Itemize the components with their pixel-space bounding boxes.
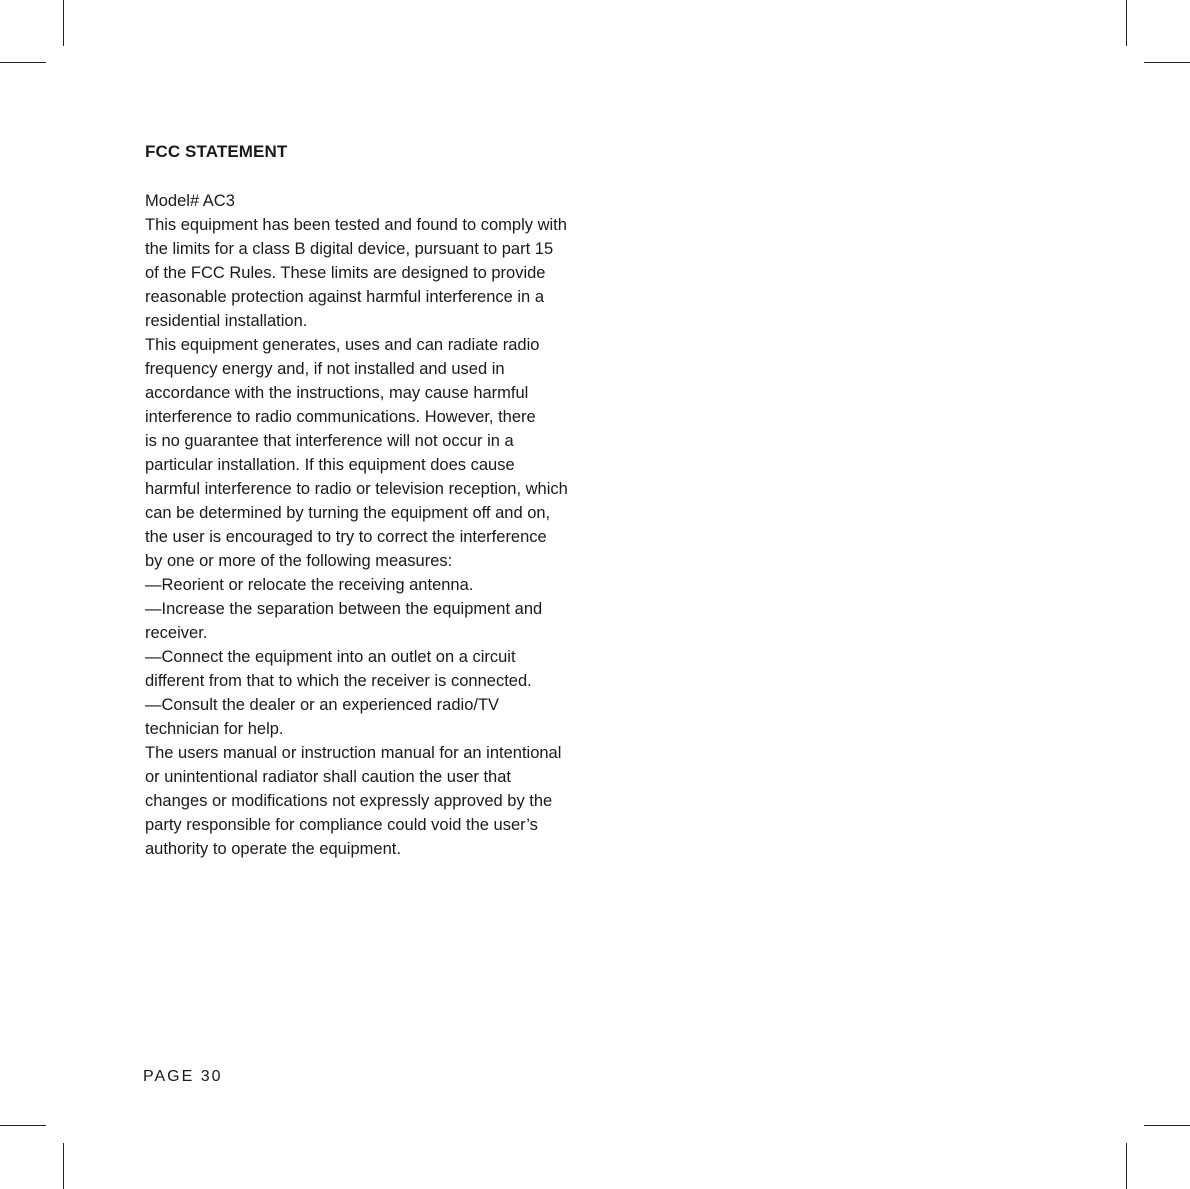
body-line: party responsible for compliance could void the user’s (145, 816, 538, 834)
body-line: Model# AC3 (145, 192, 235, 210)
body-line: different from that to which the receiver is connected. (145, 672, 532, 690)
body-line: particular installation. If this equipment does cause (145, 456, 515, 474)
body-line: of the FCC Rules. These limits are designed to provide (145, 264, 546, 282)
body-line: authority to operate the equipment. (145, 840, 401, 858)
body-line: interference to radio communications. However, there (145, 408, 536, 426)
crop-mark-top-right-vertical (1126, 0, 1127, 46)
body-line: or unintentional radiator shall caution the user that (145, 768, 511, 786)
body-line: accordance with the instructions, may cause harmful (145, 384, 529, 402)
body-line: by one or more of the following measures: (145, 552, 453, 570)
body-line: the limits for a class B digital device, pursuant to part 15 (145, 240, 554, 258)
body-line: changes or modifications not expressly approved by the (145, 792, 553, 810)
statement-body (145, 189, 605, 861)
body-line: This equipment has been tested and found to comply with (145, 216, 567, 234)
body-line: is no guarantee that interference will not occur in a (145, 432, 514, 450)
crop-mark-bottom-right-horizontal (1144, 1125, 1190, 1126)
section-heading: FCC STATEMENT (145, 142, 288, 161)
body-line: The users manual or instruction manual for an intentional (145, 744, 562, 762)
body-line: can be determined by turning the equipment off and on, (145, 504, 551, 522)
body-line: This equipment generates, uses and can radiate radio (145, 336, 540, 354)
crop-mark-bottom-left-vertical (63, 1143, 64, 1189)
body-line: —Connect the equipment into an outlet on a circuit (145, 648, 516, 666)
body-line: technician for help. (145, 720, 284, 738)
crop-mark-bottom-right-vertical (1126, 1143, 1127, 1189)
body-line: —Consult the dealer or an experienced radio/TV (145, 696, 500, 714)
body-line: reasonable protection against harmful interference in a (145, 288, 544, 306)
body-line: frequency energy and, if not installed and used in (145, 360, 505, 378)
crop-mark-top-left-vertical (63, 0, 64, 46)
crop-mark-bottom-left-horizontal (0, 1125, 46, 1126)
body-line: harmful interference to radio or television reception, which (145, 480, 568, 498)
body-line: residential installation. (145, 312, 308, 330)
body-line: receiver. (145, 624, 208, 642)
fcc-statement-section (145, 141, 605, 861)
page-number: PAGE 30 (143, 1068, 223, 1085)
body-line: the user is encouraged to try to correct the interference (145, 528, 547, 546)
crop-mark-top-left-horizontal (0, 62, 46, 63)
body-line: —Reorient or relocate the receiving antenna. (145, 576, 474, 594)
body-line: —Increase the separation between the equipment and (145, 600, 543, 618)
crop-mark-top-right-horizontal (1144, 62, 1190, 63)
